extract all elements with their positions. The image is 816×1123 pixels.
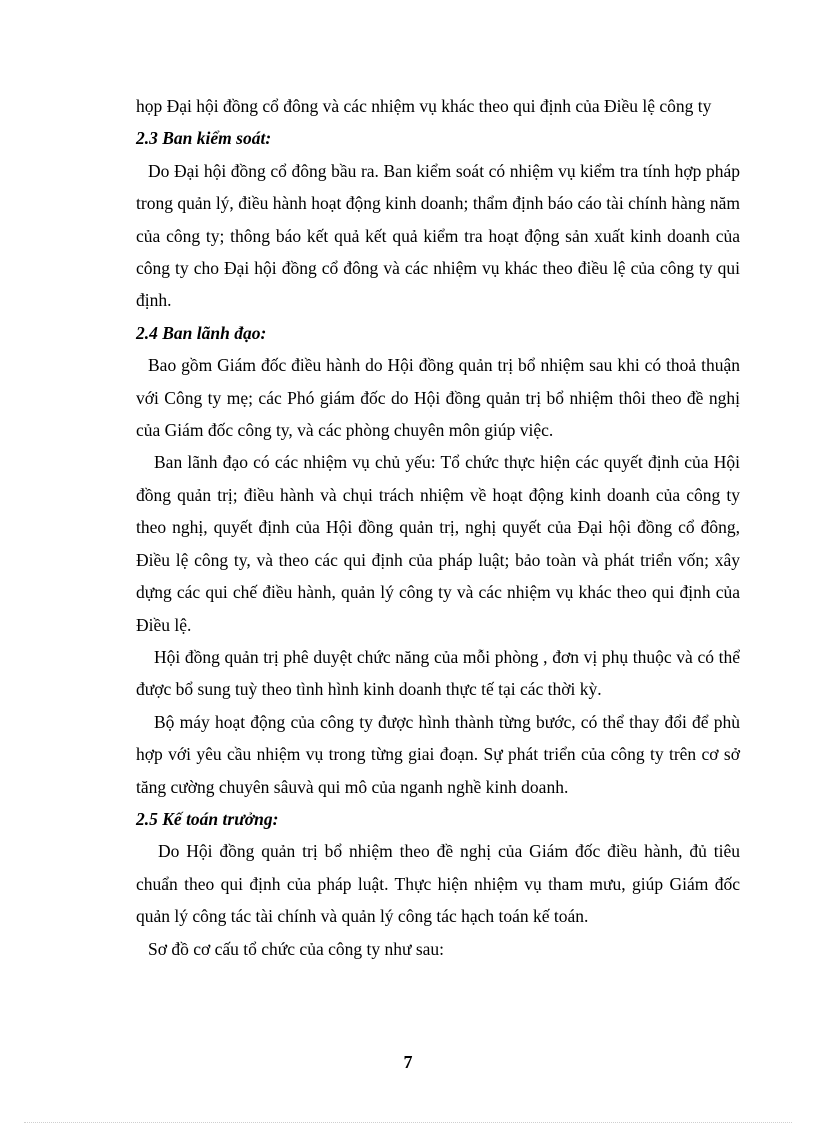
- heading-ban-lanh-dao: 2.4 Ban lãnh đạo:: [136, 322, 267, 343]
- page-number: 7: [403, 1052, 413, 1072]
- paragraph-ke-toan-truong: Do Hội đồng quản trị bổ nhiệm theo đề nghị của Giám đốc điều hành, đủ tiêu chuẩn theo qui định của pháp luật. Thực hiện nhiệm vụ tham mưu, giúp Giám đốc quản lý công tác tài chính và quản lý công tác hạch toán kế toán.: [136, 841, 740, 927]
- heading-ban-kiem-soat: 2.3 Ban kiểm soát:: [136, 128, 272, 149]
- paragraph-continuation: họp Đại hội đồng cổ đông và các nhiệm vụ khác theo qui định của Điều lệ công ty: [136, 96, 712, 116]
- paragraph-ban-lanh-dao-duties: Ban lãnh đạo có các nhiệm vụ chủ yếu: Tổ chức thực hiện các quyết định của Hội đồng quản trị; điều hành và chụi trách nhiệm về hoạt động kinh doanh của công ty theo nghị, quyết định của Hội đồng quản trị, nghị quyết của Đại hội đồng cổ đông, Điều lệ công ty, và theo các qui định của pháp luật; bảo toàn và phát triển vốn; xây dựng các qui chế điều hành, quản lý công ty và các nhiệm vụ khác theo qui định của Điều lệ.: [136, 452, 740, 635]
- document-body: [136, 90, 740, 965]
- paragraph-ban-lanh-dao-members: Bao gồm Giám đốc điều hành do Hội đồng quản trị bổ nhiệm sau khi có thoả thuận với Công ty mẹ; các Phó giám đốc do Hội đồng quản trị bổ nhiệm thôi theo đề nghị của Giám đốc công ty, và các phòng chuyên môn giúp việc.: [136, 355, 740, 441]
- paragraph-bo-may-hoat-dong: Bộ máy hoạt động của công ty được hình thành từng bước, có thể thay đổi để phù hợp với yêu cầu nhiệm vụ trong từng giai đoạn. Sự phát triển của công ty trên cơ sở tăng cường chuyên sâuvà qui mô của nganh nghề kinh doanh.: [136, 711, 740, 797]
- paragraph-ban-kiem-soat: Do Đại hội đồng cổ đông bầu ra. Ban kiểm soát có nhiệm vụ kiểm tra tính hợp pháp trong quản lý, điều hành hoạt động kinh doanh; thẩm định báo cáo tài chính hàng năm của công ty; thông báo kết quả kết quả kiểm tra hoạt động sản xuất kinh doanh của công ty cho Đại hội đồng cổ đông và các nhiệm vụ khác theo điều lệ của công ty qui định.: [136, 160, 740, 311]
- paragraph-hoi-dong-quan-tri: Hội đồng quản trị phê duyệt chức năng của mỗi phòng , đơn vị phụ thuộc và có thể được bổ sung tuỳ theo tình hình kinh doanh thực tế tại các thời kỳ.: [136, 646, 740, 700]
- heading-ke-toan-truong: 2.5 Kế toán trưởng:: [136, 808, 279, 829]
- paragraph-so-do-co-cau: Sơ đồ cơ cấu tổ chức của công ty như sau:: [148, 938, 445, 959]
